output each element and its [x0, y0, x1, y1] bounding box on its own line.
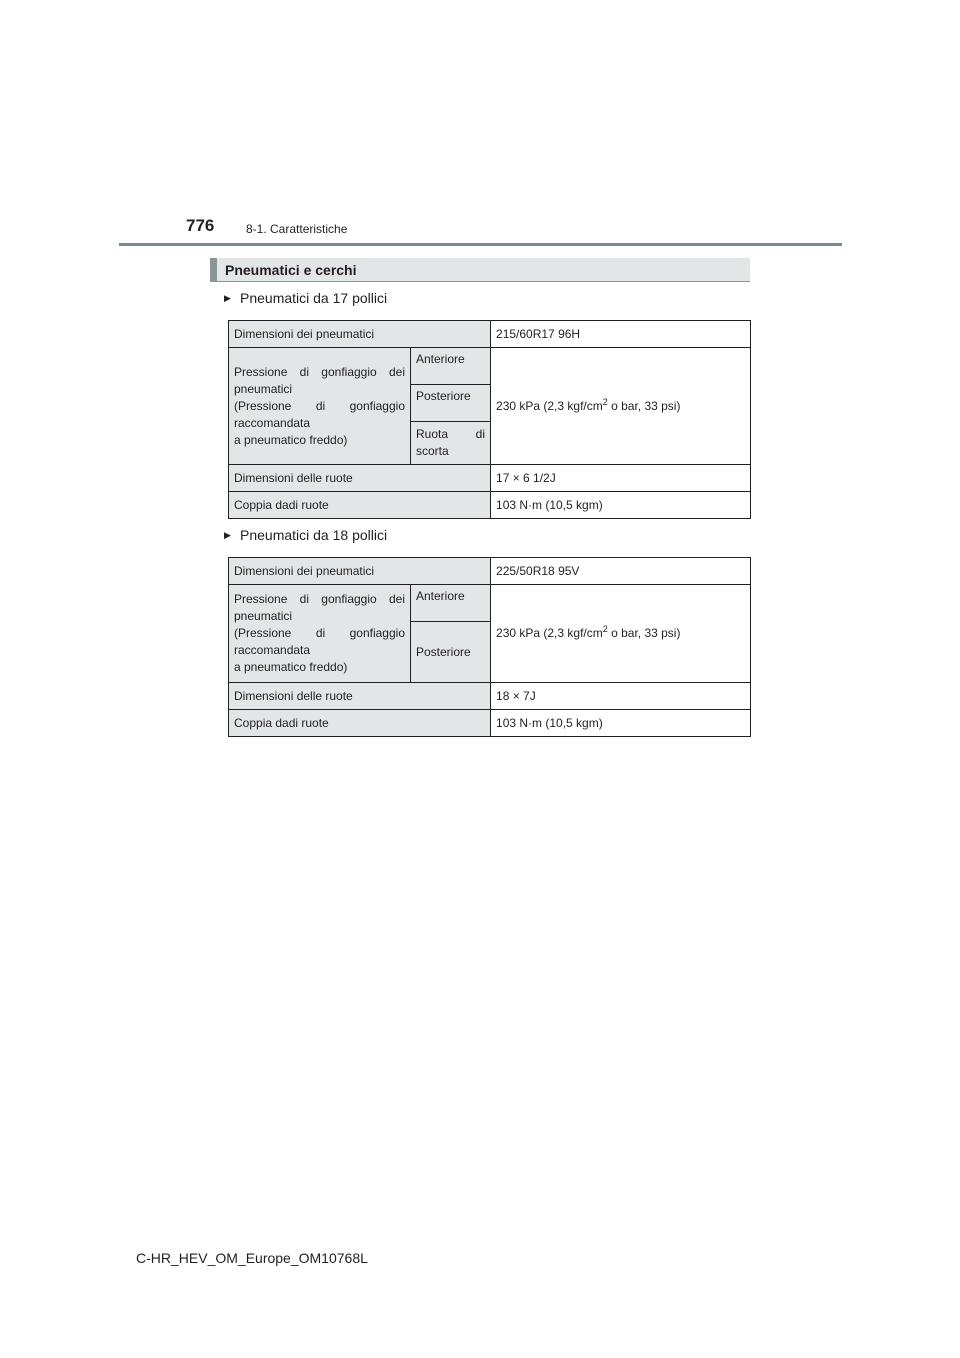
- table-row: [229, 585, 751, 622]
- pressure-label: [229, 585, 411, 683]
- subhead-label: Pneumatici da 18 pollici: [240, 527, 388, 543]
- section-path: 8-1. Caratteristiche: [246, 222, 348, 236]
- position-spare: Ruota di scorta: [411, 422, 491, 465]
- wheel-size-value: 17 × 6 1/2J: [491, 465, 751, 492]
- tire-size-label: Dimensioni dei pneumatici: [229, 321, 491, 348]
- pressure-label-line: a pneumatico freddo): [234, 432, 348, 447]
- subhead-label: Pneumatici da 17 pollici: [240, 290, 388, 306]
- position-front: Anteriore: [411, 585, 491, 622]
- lug-nut-torque-value: 103 N·m (10,5 kgm): [491, 710, 751, 737]
- pressure-value-tail: o bar, 33 psi): [607, 626, 681, 640]
- tire-size-label: Dimensioni dei pneumatici: [229, 558, 491, 585]
- table-row: [229, 683, 751, 710]
- table-row: [229, 492, 751, 519]
- section-heading-bar: [210, 258, 217, 282]
- section-title: Pneumatici e cerchi: [225, 262, 357, 278]
- wheel-size-label: Dimensioni delle ruote: [229, 683, 491, 710]
- lug-nut-torque-label: Coppia dadi ruote: [229, 710, 491, 737]
- tire-size-value: 225/50R18 95V: [491, 558, 751, 585]
- table-row: [229, 348, 751, 385]
- pressure-value: [491, 585, 751, 683]
- pressure-value-main: 230 kPa (2,3 kgf/cm: [496, 626, 603, 640]
- header-divider: [119, 243, 842, 246]
- lug-nut-torque-label: Coppia dadi ruote: [229, 492, 491, 519]
- pressure-label: [229, 348, 411, 465]
- pressure-label-line: (Pressione di gonfiaggio raccomandata: [234, 398, 405, 430]
- page-header: [0, 0, 960, 250]
- pressure-value-exponent: 2: [602, 396, 608, 407]
- tire-spec-table-18: [228, 557, 751, 737]
- table-row: [229, 465, 751, 492]
- position-rear: Posteriore: [411, 622, 491, 683]
- position-rear: Posteriore: [411, 385, 491, 422]
- pressure-label-line: Pressione di gonfiaggio dei pneumatici: [234, 592, 405, 623]
- table-row: [229, 558, 751, 585]
- position-front: Anteriore: [411, 348, 491, 385]
- wheel-size-value: 18 × 7J: [491, 683, 751, 710]
- table-row: [229, 710, 751, 737]
- triangle-bullet-icon: ▶: [224, 293, 231, 303]
- subhead-17-inch: [224, 290, 387, 306]
- table-row: [229, 321, 751, 348]
- pressure-value-exponent: 2: [602, 624, 608, 634]
- footer-doc-id: C-HR_HEV_OM_Europe_OM10768L: [136, 1250, 368, 1266]
- tire-spec-table-17: [228, 320, 751, 519]
- page-number: 776: [186, 216, 215, 235]
- subhead-18-inch: [224, 527, 387, 543]
- wheel-size-label: Dimensioni delle ruote: [229, 465, 491, 492]
- section-heading: [210, 258, 750, 282]
- triangle-bullet-icon: ▶: [224, 530, 231, 540]
- pressure-value-tail: o bar, 33 psi): [607, 398, 681, 413]
- pressure-value: [491, 348, 751, 465]
- lug-nut-torque-value: 103 N·m (10,5 kgm): [491, 492, 751, 519]
- tire-size-value: 215/60R17 96H: [491, 321, 751, 348]
- pressure-label-line: (Pressione di gonfiaggio raccomandata: [234, 626, 405, 657]
- pressure-value-main: 230 kPa (2,3 kgf/cm: [496, 398, 603, 413]
- pressure-label-line: Pressione di gonfiaggio dei pneumatici: [234, 364, 405, 396]
- pressure-label-line: a pneumatico freddo): [234, 660, 348, 674]
